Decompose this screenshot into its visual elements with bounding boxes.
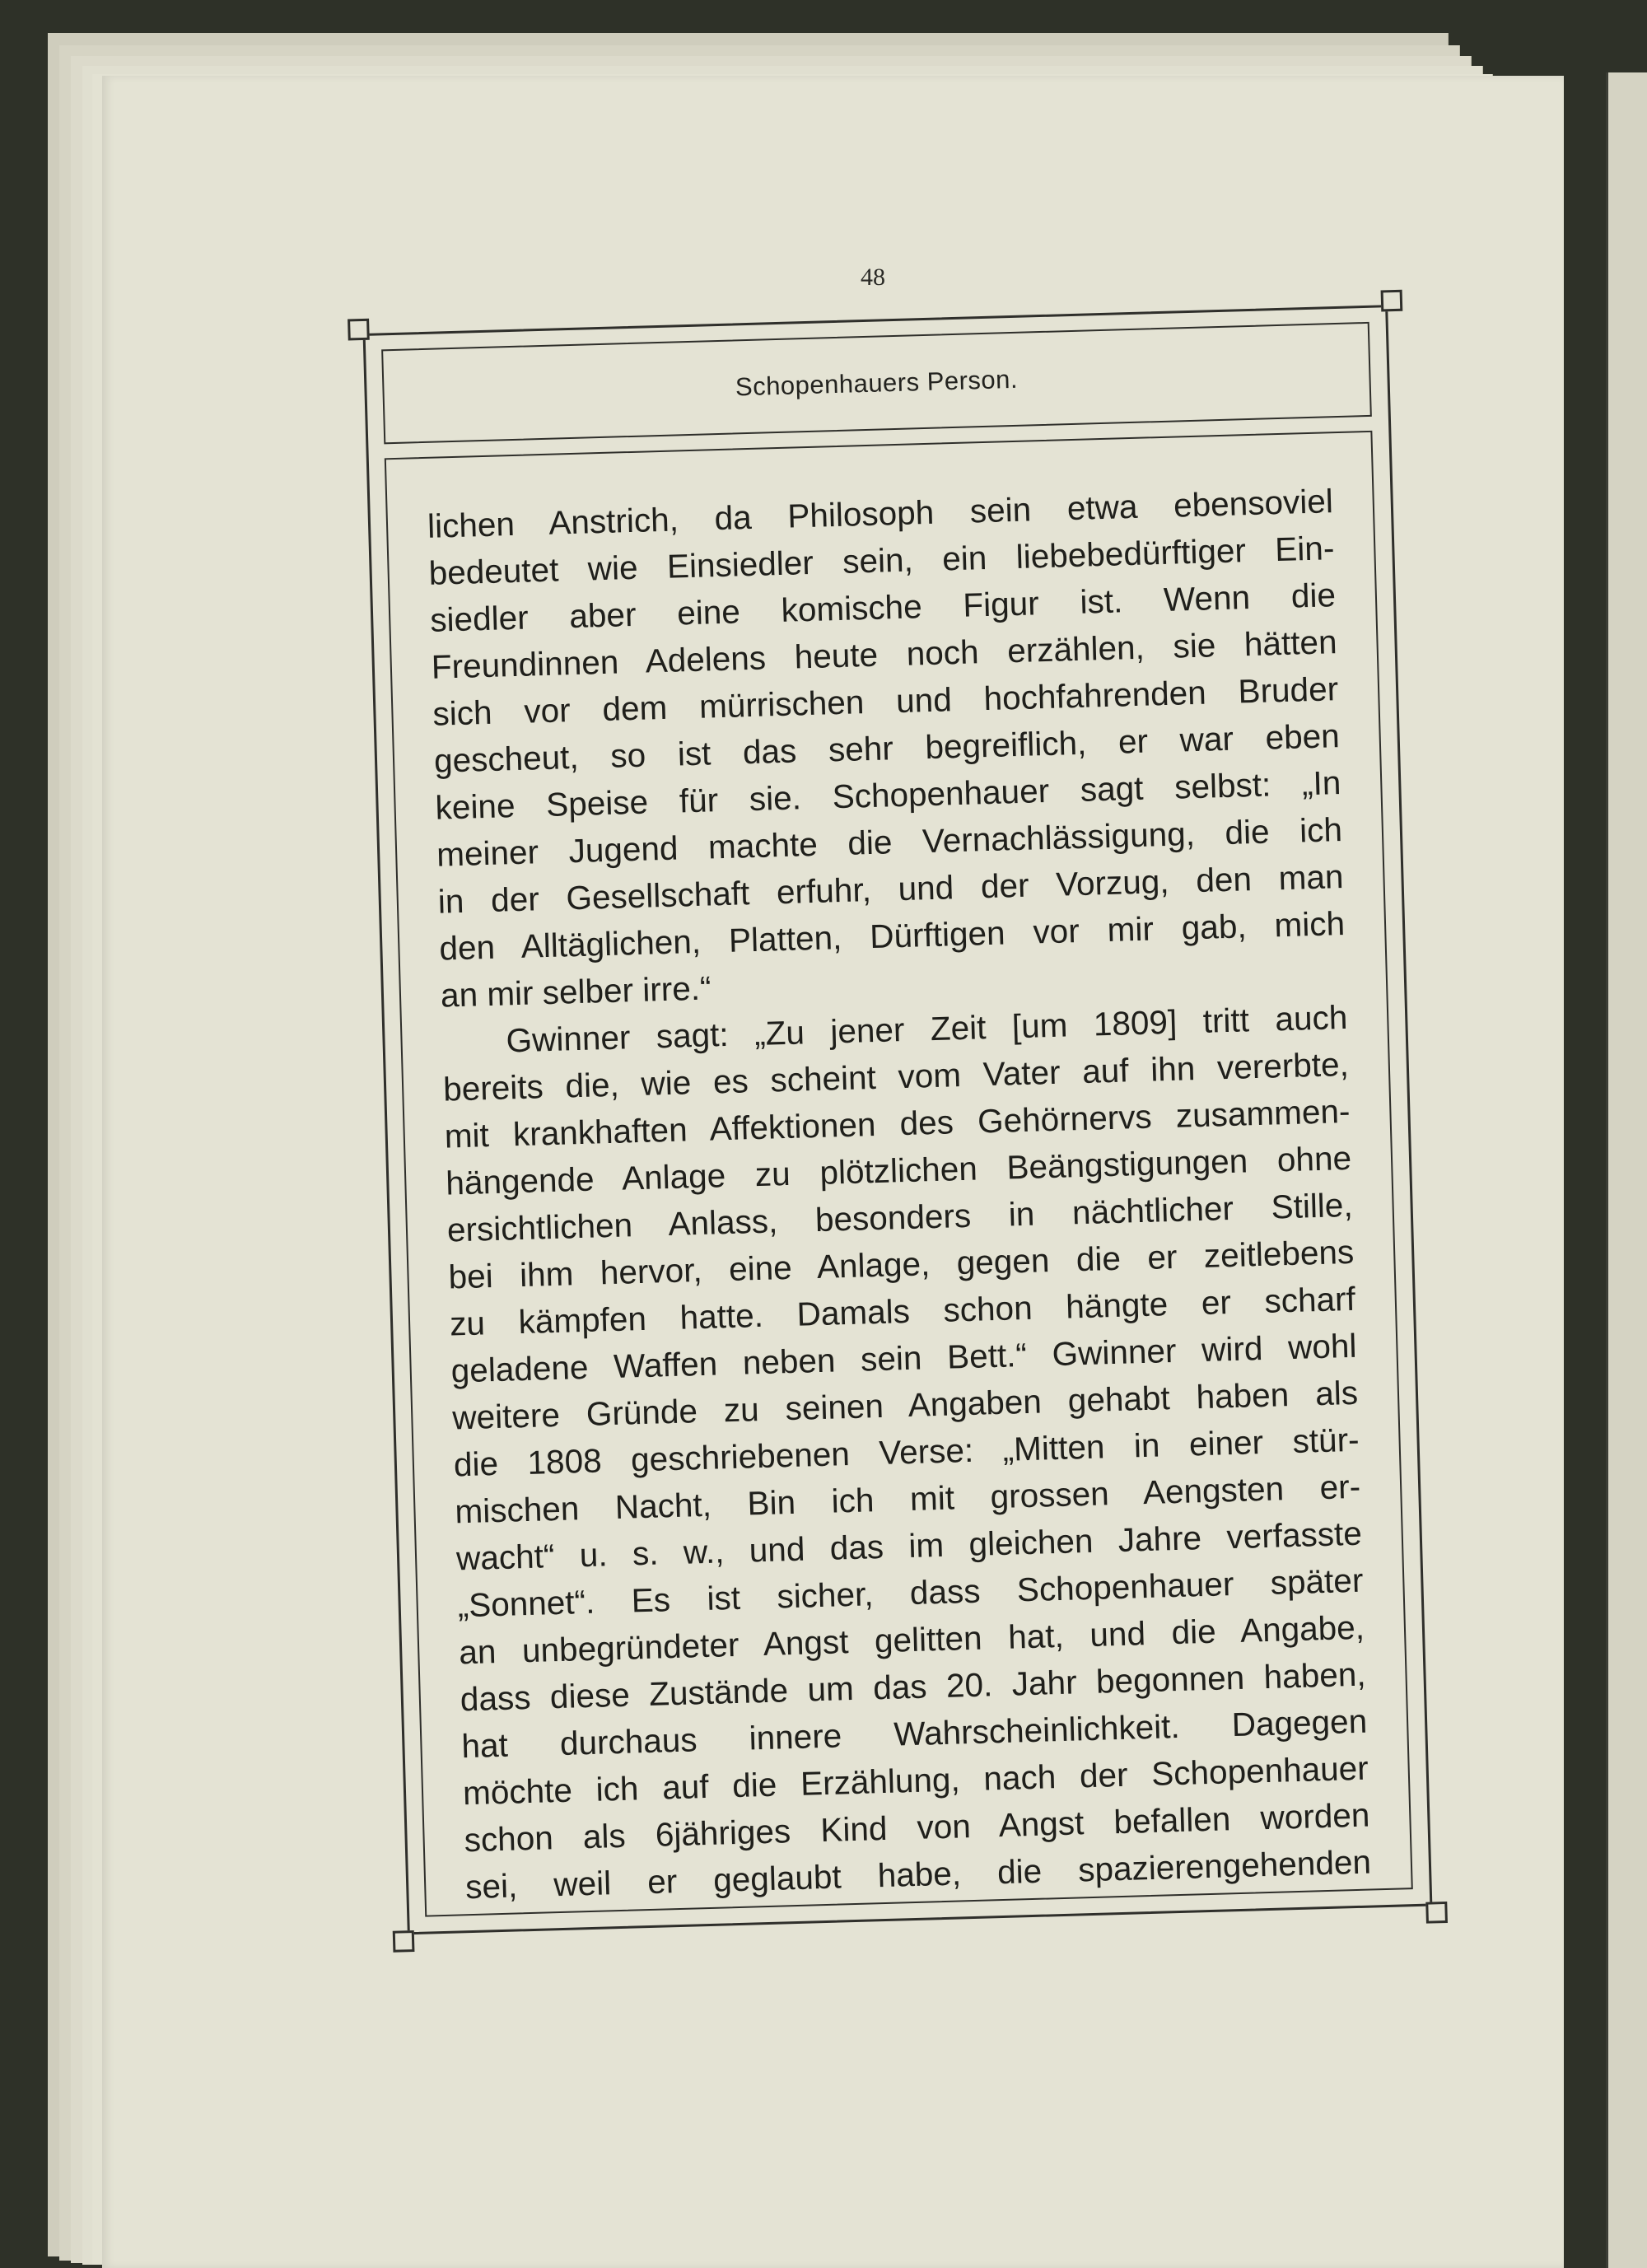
frame-corner-square bbox=[1381, 290, 1403, 312]
text-line: sich vor dem mürrischen und hochfahrenden Bruder bbox=[432, 670, 1339, 733]
running-head: Schopenhauers Person. bbox=[735, 364, 1019, 401]
page-number: 48 bbox=[861, 264, 885, 291]
text-line: in der Gesellschaft erfuhr, und der Vorzug, den man bbox=[437, 857, 1345, 921]
text-line: den Alltäglichen, Platten, Dürftigen vor mir gab, mich bbox=[438, 903, 1346, 968]
text-line: siedler aber eine komische Figur ist. Wenn die bbox=[429, 576, 1337, 639]
text-line: hängende Anlage zu plötzlichen Beängstigungen ohne bbox=[445, 1138, 1352, 1202]
text-line: bei ihm hervor, eine Anlage, gegen die er zeitlebens bbox=[447, 1232, 1355, 1296]
text-line: zu kämpfen hatte. Damals schon hängte er scharf bbox=[449, 1279, 1356, 1343]
body-text bbox=[427, 478, 1371, 1911]
text-line: die 1808 geschriebenen Verse: „Mitten in einer stür- bbox=[453, 1420, 1360, 1484]
text-line: an unbegründeter Angst gelitten hat, und die Angabe, bbox=[458, 1608, 1365, 1672]
text-line: wacht“ u. s. w., und das im gleichen Jahre verfasste bbox=[455, 1514, 1363, 1578]
facing-page-edge bbox=[1606, 72, 1647, 2268]
text-line: an mir selber irre.“ bbox=[440, 968, 712, 1015]
text-line: Freundinnen Adelens heute noch erzählen, sie hätten bbox=[431, 623, 1338, 686]
text-line: mit krankhaften Affektionen des Gehörnervs zusammen- bbox=[444, 1091, 1351, 1155]
ornamental-frame bbox=[362, 288, 1433, 1947]
text-line: Gwinner sagt: „Zu jener Zeit [um 1809] tritt auch bbox=[505, 997, 1348, 1060]
frame-corner-square bbox=[393, 1930, 415, 1953]
text-line: mischen Nacht, Bin ich mit grossen Aengsten er- bbox=[454, 1467, 1361, 1531]
body-text-box bbox=[385, 431, 1413, 1917]
text-line: keine Speise für sie. Schopenhauer sagt selbst: „In bbox=[435, 763, 1341, 827]
text-line: meiner Jugend machte die Vernachlässigung, die ich bbox=[436, 810, 1343, 874]
text-line: bedeutet wie Einsiedler sein, ein liebebedürftiger Ein- bbox=[428, 529, 1335, 592]
text-line: hat durchaus innere Wahrscheinlichkeit. Dagegen bbox=[460, 1701, 1368, 1766]
text-line: dass diese Zustände um das 20. Jahr begonnen haben, bbox=[460, 1654, 1367, 1719]
text-line: geladene Waffen neben sein Bett.“ Gwinner wird wohl bbox=[450, 1326, 1357, 1390]
text-line: möchte ich auf die Erzählung, nach der Schopenhauer bbox=[462, 1748, 1369, 1813]
text-line: schon als 6jähriges Kind von Angst befallen worden bbox=[464, 1795, 1370, 1860]
text-line: ersichtlichen Anlass, besonders in nächtlicher Stille, bbox=[446, 1185, 1354, 1249]
text-line: weitere Gründe zu seinen Angaben gehabt haben als bbox=[451, 1373, 1359, 1437]
frame-corner-square bbox=[1425, 1902, 1448, 1924]
text-line: gescheut, so ist das sehr begreiflich, er war eben bbox=[433, 716, 1341, 780]
text-line: sei, weil er geglaubt habe, die spazierengehenden bbox=[464, 1842, 1372, 1906]
frame-corner-square bbox=[348, 319, 370, 341]
text-line: lichen Anstrich, da Philosoph sein etwa ebensoviel bbox=[427, 482, 1334, 545]
text-line: „Sonnet“. Es ist sicher, dass Schopenhauer später bbox=[457, 1561, 1364, 1625]
text-line: bereits die, wie es scheint vom Vater auf ihn vererbte, bbox=[442, 1044, 1350, 1108]
